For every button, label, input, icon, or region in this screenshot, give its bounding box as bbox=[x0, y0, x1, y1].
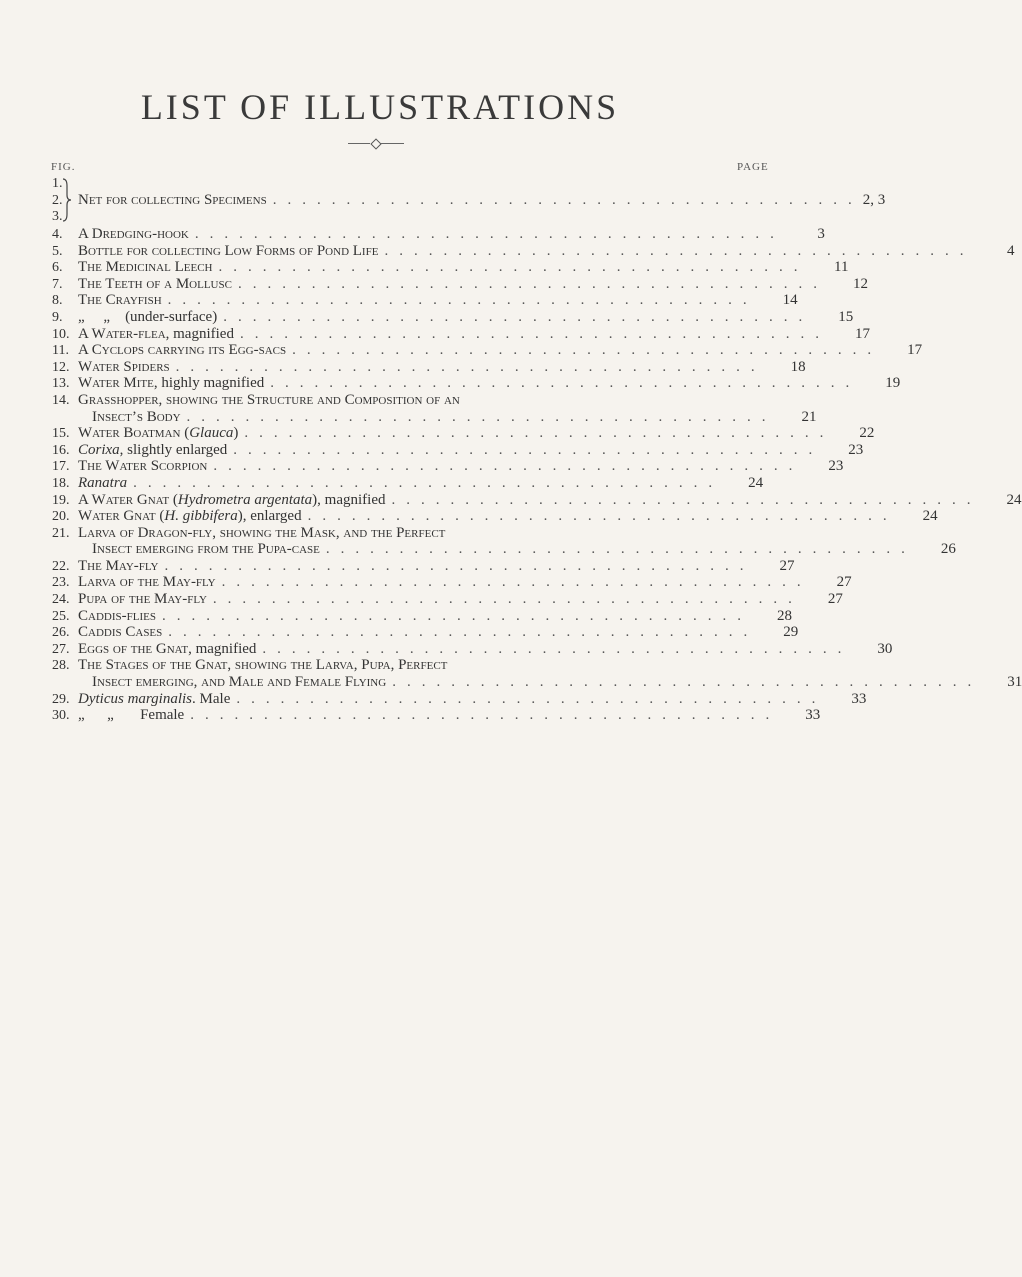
toc-entry bbox=[52, 474, 764, 492]
leader-dots: ........................................ bbox=[292, 342, 883, 359]
entry-page: 22 bbox=[859, 425, 875, 442]
entry-title-part: , highly magnified bbox=[153, 375, 265, 392]
entry-page: 23 bbox=[848, 441, 864, 458]
entry-title: Net for collecting Specimens bbox=[78, 192, 267, 208]
entry-title bbox=[78, 492, 385, 509]
entry-title-part: The Water Scorpion bbox=[78, 458, 208, 475]
entry-page: 24 bbox=[748, 474, 764, 491]
entry-title bbox=[78, 707, 184, 724]
entry-title bbox=[78, 624, 162, 641]
leader-dots: ........................................ bbox=[223, 308, 814, 325]
entry-title-part: Hydrometra argentata bbox=[177, 491, 313, 508]
group-num: 1. bbox=[52, 176, 63, 191]
entry-title-part: Water Mite bbox=[78, 375, 154, 392]
entry-title-part: Bottle for collecting Low Forms of Pond Life bbox=[78, 242, 379, 259]
entry-page: 3 bbox=[817, 226, 825, 242]
leader-dots: ........................................ bbox=[133, 474, 724, 491]
entry-number: 16. bbox=[52, 442, 70, 458]
entry-title bbox=[78, 641, 256, 658]
entry-title-part: Grasshopper, showing the Structure and Composition of an bbox=[78, 391, 460, 408]
leader-dots: ........................................ bbox=[213, 458, 804, 475]
entry-title-part: ), enlarged bbox=[237, 508, 302, 525]
entry-number: 8. bbox=[52, 293, 63, 309]
toc-entry bbox=[52, 375, 901, 392]
entry-title-part: ( bbox=[169, 491, 178, 508]
toc-entry bbox=[52, 574, 852, 591]
entry-title-part: The Stages of the Gnat, showing the Larva, Pupa, Perfect bbox=[78, 657, 448, 674]
entry-title bbox=[78, 292, 162, 309]
leader-dots: ........................................ bbox=[391, 491, 982, 508]
toc-list bbox=[52, 226, 1022, 724]
entry-page: 26 bbox=[940, 541, 956, 558]
entry-title-part: Insect emerging from the Pupa-case bbox=[92, 541, 320, 558]
entry-title-part: Larva of Dragon-fly, showing the Mask, and the Perfect bbox=[78, 524, 446, 541]
toc-entry bbox=[52, 392, 744, 409]
leader-dots: ........................................ bbox=[194, 226, 785, 242]
entry-title bbox=[78, 342, 286, 359]
entry-page: 28 bbox=[776, 607, 792, 624]
entry-title bbox=[78, 409, 181, 426]
entry-page: 29 bbox=[783, 624, 799, 641]
entry-page: 14 bbox=[782, 292, 798, 309]
toc-entry bbox=[52, 308, 854, 326]
entry-title-part: A Water Gnat bbox=[78, 491, 170, 508]
entry-title bbox=[78, 691, 230, 708]
entry-title bbox=[78, 442, 227, 459]
entry-page: 33 bbox=[851, 690, 867, 707]
entry-title-part: ), magnified bbox=[312, 491, 386, 508]
toc-entry bbox=[52, 640, 893, 658]
entry-title-part: Dyticus marginalis bbox=[78, 690, 193, 707]
entry-title-part: Caddis-flies bbox=[78, 607, 156, 624]
entry-title-part: ( bbox=[155, 508, 165, 525]
entry-title bbox=[78, 425, 238, 442]
toc-entry bbox=[52, 690, 867, 708]
entry-number: 30. bbox=[52, 708, 70, 724]
leader-dots: ........................................ bbox=[164, 557, 755, 574]
entry-page: 24 bbox=[922, 508, 938, 525]
entry-number: 10. bbox=[52, 326, 70, 342]
leader-dots: ........................................ bbox=[186, 408, 777, 425]
toc-entry bbox=[52, 491, 1022, 509]
entry-title-part: The May-fly bbox=[78, 557, 159, 574]
entry-title bbox=[78, 674, 386, 691]
entry-title-part: The Teeth of a Mollusc bbox=[78, 275, 232, 292]
toc-entry bbox=[52, 525, 744, 542]
entry-number: 22. bbox=[52, 558, 70, 574]
leader-dots: ........................................ bbox=[190, 707, 781, 724]
entry-title-part: The Medicinal Leech bbox=[78, 259, 213, 276]
entry-number: 19. bbox=[52, 492, 70, 508]
entry-title-part: Caddis Cases bbox=[78, 624, 163, 641]
entry-page: 33 bbox=[805, 707, 821, 724]
entry-number: 15. bbox=[52, 426, 70, 442]
entry-title-part: Glauca bbox=[189, 425, 234, 442]
entry-title bbox=[78, 226, 189, 243]
entry-title bbox=[78, 475, 127, 492]
entry-title-part: Insect emerging, and Male and Female Flying bbox=[92, 674, 387, 691]
entry-page: 30 bbox=[877, 640, 893, 657]
leader-dots: ........................................ bbox=[325, 541, 916, 558]
entry-title-part: Water Gnat bbox=[78, 508, 156, 525]
entry-page: 19 bbox=[885, 375, 901, 392]
leader-dots: ........................................ bbox=[392, 674, 983, 691]
entry-page: 15 bbox=[838, 308, 854, 325]
toc-entry bbox=[52, 557, 795, 575]
leader-dots: ........................................ bbox=[161, 607, 752, 624]
entry-title-part: Ranatra bbox=[78, 474, 128, 491]
entry-title-part: „ „ Female bbox=[78, 707, 185, 724]
entry-title bbox=[78, 243, 378, 260]
toc-entry bbox=[52, 226, 825, 243]
entry-number: 17. bbox=[52, 459, 70, 475]
entry-title bbox=[78, 657, 447, 674]
leader-dots: ........................................ bbox=[239, 325, 830, 342]
group-num: 2. bbox=[52, 192, 63, 208]
toc-entry bbox=[52, 441, 864, 459]
entry-title-part: A Dredging-hook bbox=[78, 226, 189, 242]
entry-title-part: Water Boatman bbox=[78, 425, 181, 442]
toc-entry bbox=[52, 408, 817, 426]
entry-title-part: Pupa of the May-fly bbox=[78, 591, 207, 608]
leader-dots: ........................................ bbox=[272, 192, 863, 208]
entry-title-part: The Crayfish bbox=[78, 292, 162, 309]
entry-number: 12. bbox=[52, 359, 70, 375]
leader-dots: ........................................ bbox=[221, 574, 812, 591]
entry-number: 23. bbox=[52, 575, 70, 591]
entry-page: 23 bbox=[828, 458, 844, 475]
entry-number: 26. bbox=[52, 625, 70, 641]
toc-entry bbox=[52, 259, 849, 276]
entry-title bbox=[78, 259, 212, 276]
entry-title bbox=[78, 392, 460, 409]
leader-dots: ........................................ bbox=[236, 690, 827, 707]
entry-number: 28. bbox=[52, 658, 70, 674]
leader-dots: ........................................ bbox=[244, 425, 835, 442]
page-column-header: PAGE bbox=[737, 161, 769, 173]
entry-number: 25. bbox=[52, 608, 70, 624]
entry-title-part: „ „ (under-surface) bbox=[78, 308, 218, 325]
toc-entry-group bbox=[78, 192, 886, 209]
entry-title-part: Insect’s Body bbox=[92, 408, 181, 425]
entry-title-part: ) bbox=[233, 425, 239, 442]
leader-dots: ........................................ bbox=[307, 508, 898, 525]
entry-number: 7. bbox=[52, 276, 63, 292]
entry-title bbox=[78, 558, 158, 575]
entry-page: 12 bbox=[852, 275, 868, 292]
entry-title bbox=[78, 359, 170, 376]
entry-title bbox=[78, 525, 445, 542]
entry-page: 11 bbox=[834, 259, 849, 276]
leader-dots: ........................................ bbox=[167, 292, 758, 309]
entry-title bbox=[78, 458, 207, 475]
leader-dots: ........................................ bbox=[237, 275, 828, 292]
entry-number: 4. bbox=[52, 227, 63, 242]
leader-dots: ........................................ bbox=[212, 591, 803, 608]
entry-page: 31 bbox=[1007, 674, 1022, 691]
entry-page: 18 bbox=[790, 358, 806, 375]
entry-title-part: , magnified bbox=[165, 325, 234, 342]
entry-page: 27 bbox=[836, 574, 852, 591]
entry-title bbox=[78, 574, 216, 591]
entry-number: 27. bbox=[52, 641, 70, 657]
toc-entry bbox=[52, 541, 956, 558]
entry-title-part: ( bbox=[180, 425, 190, 442]
entry-title-part: , magnified bbox=[188, 640, 257, 657]
entry-title bbox=[78, 309, 217, 326]
entry-number: 14. bbox=[52, 392, 70, 408]
entry-title-part: Corixa bbox=[78, 441, 120, 458]
toc-entry bbox=[52, 425, 875, 442]
toc-entry bbox=[52, 674, 1022, 691]
entry-number: 13. bbox=[52, 376, 70, 392]
diamond-icon bbox=[370, 138, 381, 149]
entry-title bbox=[78, 326, 234, 343]
entry-title bbox=[78, 508, 302, 525]
page-title: LIST OF ILLUSTRATIONS bbox=[140, 87, 620, 127]
entry-title bbox=[78, 608, 156, 625]
entry-title bbox=[78, 276, 232, 293]
group-num: 3. bbox=[52, 209, 63, 225]
entry-page: 24 bbox=[1006, 491, 1022, 508]
toc-entry bbox=[52, 508, 938, 525]
entry-page: 27 bbox=[779, 557, 795, 574]
leader-dots: ........................................ bbox=[168, 624, 759, 641]
entry-number: 11. bbox=[52, 343, 69, 359]
entry-page: 27 bbox=[827, 591, 843, 608]
entry-title-part: H. gibbifera bbox=[164, 508, 238, 525]
leader-dots: ........................................ bbox=[218, 259, 809, 276]
entry-title bbox=[78, 375, 264, 392]
entry-number: 20. bbox=[52, 509, 70, 525]
entry-title-part: , slightly enlarged bbox=[119, 441, 228, 458]
entry-title-part: . Male bbox=[192, 690, 231, 707]
toc-entry bbox=[52, 242, 1015, 260]
leader-dots: ........................................ bbox=[262, 640, 853, 657]
entry-title bbox=[78, 541, 320, 558]
entry-number: 21. bbox=[52, 525, 70, 541]
entry-title-part: Larva of the May-fly bbox=[78, 574, 216, 591]
entry-title bbox=[78, 591, 207, 608]
entry-page: 17 bbox=[854, 325, 870, 342]
toc-entry bbox=[52, 325, 870, 343]
entry-page: 21 bbox=[801, 408, 817, 425]
toc-entry bbox=[52, 707, 821, 724]
leader-dots: ........................................ bbox=[384, 242, 975, 259]
entry-number: 9. bbox=[52, 309, 63, 325]
toc-entry bbox=[52, 275, 868, 293]
leader-dots: ........................................ bbox=[175, 358, 766, 375]
entry-title-part: Eggs of the Gnat bbox=[78, 640, 189, 657]
title-ornament bbox=[348, 140, 404, 148]
entry-title-part: A Cyclops carrying its Egg-sacs bbox=[78, 342, 287, 359]
toc-entry bbox=[52, 657, 744, 674]
leader-dots: ........................................ bbox=[270, 375, 861, 392]
entry-number: 29. bbox=[52, 691, 70, 707]
entry-number: 24. bbox=[52, 592, 70, 608]
entry-title-part: Water Spiders bbox=[78, 358, 170, 375]
toc-entry bbox=[52, 292, 798, 309]
toc-entry bbox=[52, 342, 923, 359]
entry-number: 5. bbox=[52, 243, 63, 259]
toc-entry bbox=[52, 591, 843, 608]
fig-column-header: FIG. bbox=[51, 161, 76, 173]
leader-dots: ........................................ bbox=[233, 441, 824, 458]
entry-number: 6. bbox=[52, 260, 63, 276]
toc-entry bbox=[52, 607, 792, 625]
entry-number: 18. bbox=[52, 475, 70, 491]
toc-entry bbox=[52, 624, 799, 641]
entry-title-part: A Water-flea bbox=[78, 325, 166, 342]
entry-page: 4 bbox=[1006, 242, 1015, 259]
brace-icon bbox=[62, 176, 72, 224]
toc-entry bbox=[52, 358, 806, 376]
entry-page: 2, 3 bbox=[862, 192, 886, 208]
entry-page: 17 bbox=[907, 342, 923, 359]
toc-entry bbox=[52, 458, 844, 475]
